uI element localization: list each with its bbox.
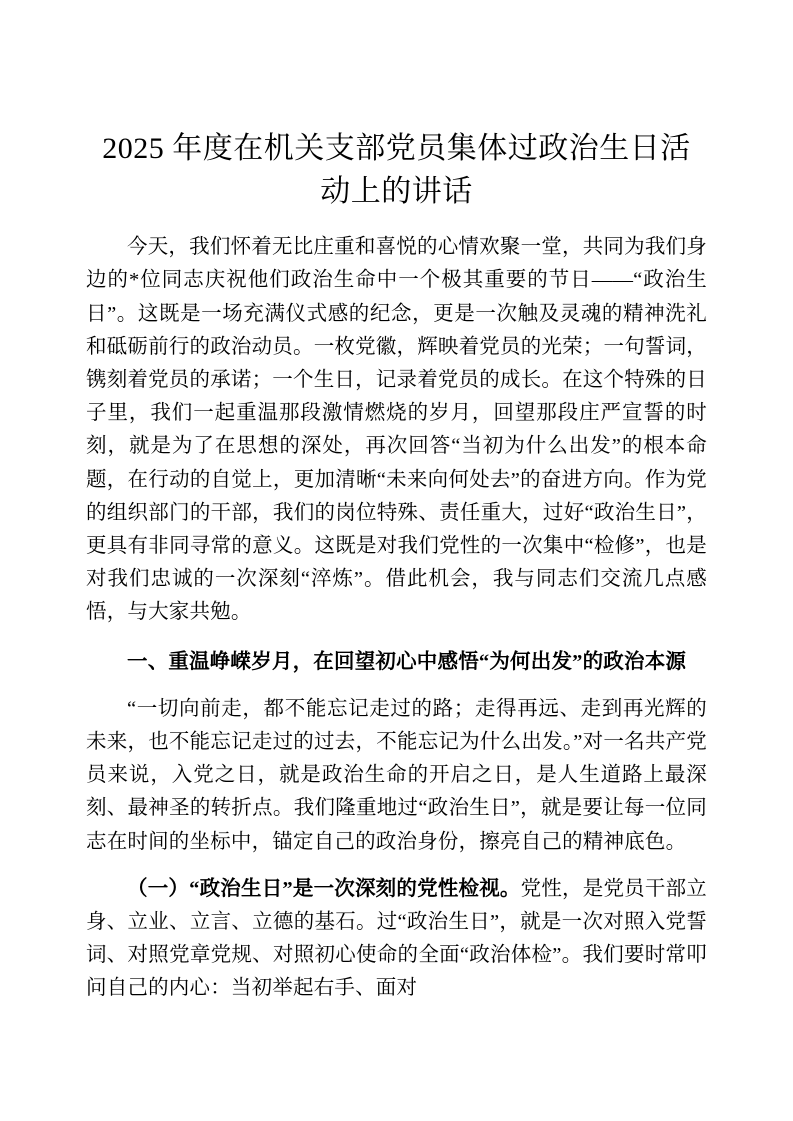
paragraph-section-one-body: “一切向前走，都不能忘记走过的路；走得再远、走到再光辉的未来，也不能忘记走过的过去，不能忘记为什么出发。”对一名共产党员来说，入党之日，就是政治生命的开启之日，是人生道路上最深刻、最神圣的转折点。我们隆重地过“政治生日”，就是要让每一位同志在时间的坐标中，锚定自己的政治身份，擦亮自己的精神底色。 xyxy=(86,697,707,853)
item-one-lead: （一）“政治生日”是一次深刻的党性检视。 xyxy=(127,877,521,900)
page-title: 2025 年度在机关支部党员集体过政治生日活动上的讲话 xyxy=(102,132,691,208)
item-one-body: 党性，是党员干部立身、立业、立言、立德的基石。过“政治生日”，就是一次对照入党誓词、对照党章党规、对照初心使命的全面“政治体检”。我们要时常叩问自己的内心：当初举起右手、面对 xyxy=(86,877,707,1000)
section-heading-one: 一、重温峥嵘岁月，在回望初心中感悟“为何出发”的政治本源 xyxy=(127,650,687,673)
paragraph-item-one xyxy=(86,873,707,1006)
paragraph-intro: 今天，我们怀着无比庄重和喜悦的心情欢聚一堂，共同为我们身边的*位同志庆祝他们政治生命中一个极其重要的节日——“政治生日”。这既是一场充满仪式感的纪念，更是一次触及灵魂的精神洗礼和砥砺前行的政治动员。一枚党徽，辉映着党员的光荣；一句誓词，镌刻着党员的承诺；一个生日，记录着党员的成长。在这个特殊的日子里，我们一起重温那段激情燃烧的岁月，回望那段庄严宣誓的时刻，就是为了在思想的深处，再次回答“当初为什么出发”的根本命题，在行动的自觉上，更加清晰“未来向何处去”的奋进方向。作为党的组织部门的干部，我们的岗位特殊、责任重大，过好“政治生日”，更具有非同寻常的意义。这既是对我们党性的一次集中“检修”，也是对我们忠诚的一次深刻“淬炼”。借此机会，我与同志们交流几点感悟，与大家共勉。 xyxy=(86,236,707,624)
